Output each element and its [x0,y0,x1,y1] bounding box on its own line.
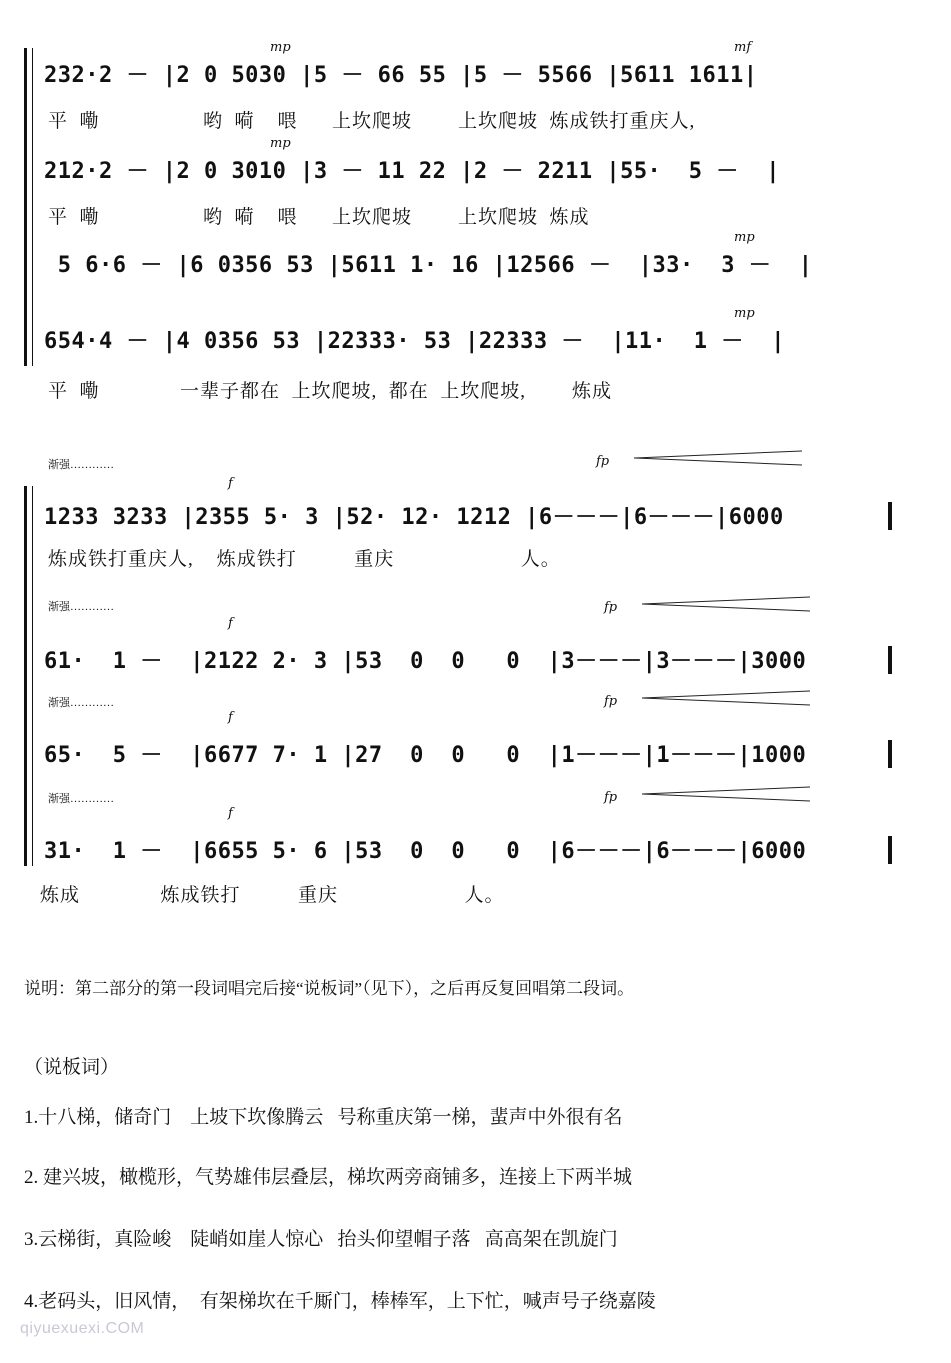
dynamic-mark: fp [604,790,618,805]
shuoban-line: 4.老码头，旧风情， 有架梯坎在千厮门，棒棒军，上下忙，喊声号子绕嘉陵 [24,1291,656,1312]
dynamic-mark: mp [270,136,291,151]
lyric-line: 炼成 炼成铁打 重庆 人。 [40,885,505,906]
score-system-2 [0,450,951,920]
lyric-line: 炼成铁打重庆人, 炼成铁打 重庆 人。 [48,549,561,570]
staff-bass [44,306,924,362]
crescendo-hairpin [642,596,812,612]
notation-line: 65· 5 － |6677 7· 1 |27 0 0 0 |1－－－|1－－－|1000 [44,743,807,768]
dynamic-mark: mp [270,40,291,55]
cresc-label: 渐强………… [48,793,114,805]
dynamic-mark: f [228,476,233,491]
system-line [32,48,33,366]
staff-tenor [44,230,924,286]
cresc-label: 渐强………… [48,459,114,471]
notation-line: 5 6·6 － |6 0356 53 |5611 1· 16 |12566 － |33· 3 － | [44,253,813,278]
notation-line: 212·2 － |2 0 3010 |3 － 11 22 |2 － 2211 |55· 5 － | [44,159,781,184]
staff-soprano [44,40,924,96]
system-line [32,486,33,866]
lyric-line: 平 嘞 哟 嗬 喂 上坎爬坡 上坎爬坡 炼成铁打重庆人, [48,111,696,132]
cresc-label: 渐强………… [48,697,114,709]
shuoban-line: 2. 建兴坡，橄榄形，气势雄伟层叠层，梯坎两旁商铺多，连接上下两半城 [24,1167,633,1188]
dynamic-mark: fp [604,600,618,615]
final-barline [888,836,892,864]
dynamic-mark: mp [734,230,755,245]
final-barline [888,646,892,674]
crescendo-hairpin [634,450,804,466]
notation-line: 654·4 － |4 0356 53 |22333· 53 |22333 － |11· 1 － | [44,329,786,354]
cresc-label: 渐强………… [48,601,114,613]
explanation-note: 说明：第二部分的第一段词唱完后接“说板词”（见下），之后再反复回唱第二段词。 [24,979,635,998]
score-system-1 [0,40,951,410]
dynamic-mark: fp [604,694,618,709]
crescendo-hairpin [642,690,812,706]
dynamic-mark: mf [734,40,752,55]
lyric-line: 平 嘞 哟 嗬 喂 上坎爬坡 上坎爬坡 炼成 [48,207,590,228]
crescendo-hairpin [642,786,812,802]
notation-line: 61· 1 － |2122 2· 3 |53 0 0 0 |3－－－|3－－－|3000 [44,649,807,674]
final-barline [888,502,892,530]
shuoban-line: 1.十八梯，储奇门 上坡下坎像腾云 号称重庆第一梯，蜚声中外很有名 [24,1107,623,1128]
dynamic-mark: fp [596,454,610,469]
shuoban-line: 3.云梯街，真险峻 陡峭如崖人惊心 抬头仰望帽子落 高高架在凯旋门 [24,1229,618,1250]
notation-line: 31· 1 － |6655 5· 6 |53 0 0 0 |6－－－|6－－－|6000 [44,839,807,864]
system-brace [24,48,27,366]
notation-line: 1233 3233 |2355 5· 3 |52· 12· 1212 |6－－－|6－－－|6000 [44,505,784,530]
dynamic-mark: f [228,806,233,821]
dynamic-mark: f [228,616,233,631]
lyric-line: 平 嘞 一辈子都在 上坎爬坡, 都在 上坎爬坡, 炼成 [48,381,613,402]
site-watermark: qiyuexuexi.COM [20,1320,145,1337]
final-barline [888,740,892,768]
dynamic-mark: f [228,710,233,725]
staff-alto [44,136,924,192]
shuoban-title: （说板词） [24,1057,120,1078]
notation-line: 232·2 － |2 0 5030 |5 － 66 55 |5 － 5566 |5611 1611| [44,63,758,88]
dynamic-mark: mp [734,306,755,321]
system-brace [24,486,27,866]
